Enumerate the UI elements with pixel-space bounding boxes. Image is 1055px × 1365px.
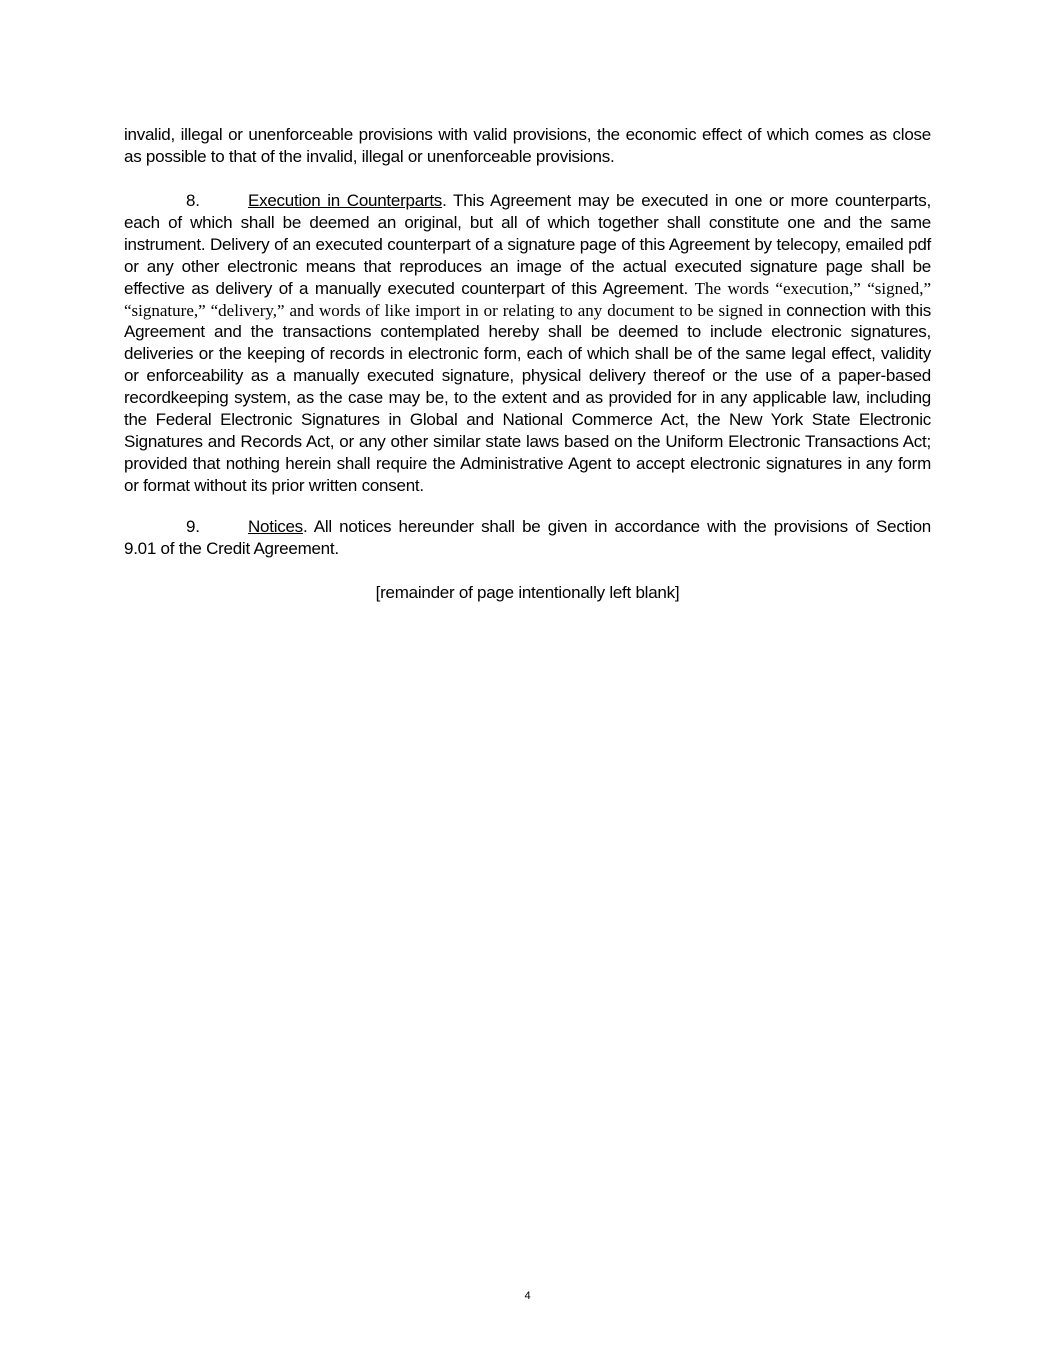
section-9-number: 9. (186, 517, 200, 536)
remainder-note: [remainder of page intentionally left blank] (375, 583, 680, 602)
section-9-paragraph (124, 516, 931, 560)
section-9-heading: Notices (248, 517, 303, 536)
continuation-paragraph: invalid, illegal or unenforceable provisions with valid provisions, the economic effect of which comes as close as possible to that of the invalid, illegal or unenforceable provisions. (124, 125, 931, 166)
section-9-text: . All notices hereunder shall be given in accordance with the provisions of Section 9.01 of the Credit Agreement. (124, 517, 931, 558)
section-8-number: 8. (186, 191, 200, 210)
section-8-text-part1: . This Agreement may be executed in one or more counterparts, each of which shall be deemed an original, but all of which together shall constitute one and the same instrument. Delivery of an executed counterpart of a signature page of this Agreement by telecopy, emailed pdf or any other electronic means that reproduces an image of the actual executed signature page shall be effective as delivery of a manually executed counterpart of this Agreement. (124, 191, 931, 298)
section-8-heading: Execution in Counterparts (248, 191, 443, 210)
section-8-text-part2: The words “execution,” “signed,” “signature,” “delivery,” and words of like import in or relating to any document to be signed in (124, 278, 931, 320)
page-number: 4 (524, 1290, 531, 1302)
section-8-paragraph (124, 190, 931, 497)
section-8-text-part3: connection with this Agreement and the transactions contemplated hereby shall be deemed to include electronic signatures, deliveries or the keeping of records in electronic form, each of which shall be of the same legal effect, validity or enforceability as a manually executed signature, physical delivery thereof or the use of a paper-based recordkeeping system, as the case may be, to the extent and as provided for in any applicable law, including the Federal Electronic Signatures in Global and National Commerce Act, the New York State Electronic Signatures and Records Act, or any other similar state laws based on the Uniform Electronic Transactions Act; provided that nothing herein shall require the Administrative Agent to accept electronic signatures in any form or format without its prior written consent. (124, 300, 931, 495)
